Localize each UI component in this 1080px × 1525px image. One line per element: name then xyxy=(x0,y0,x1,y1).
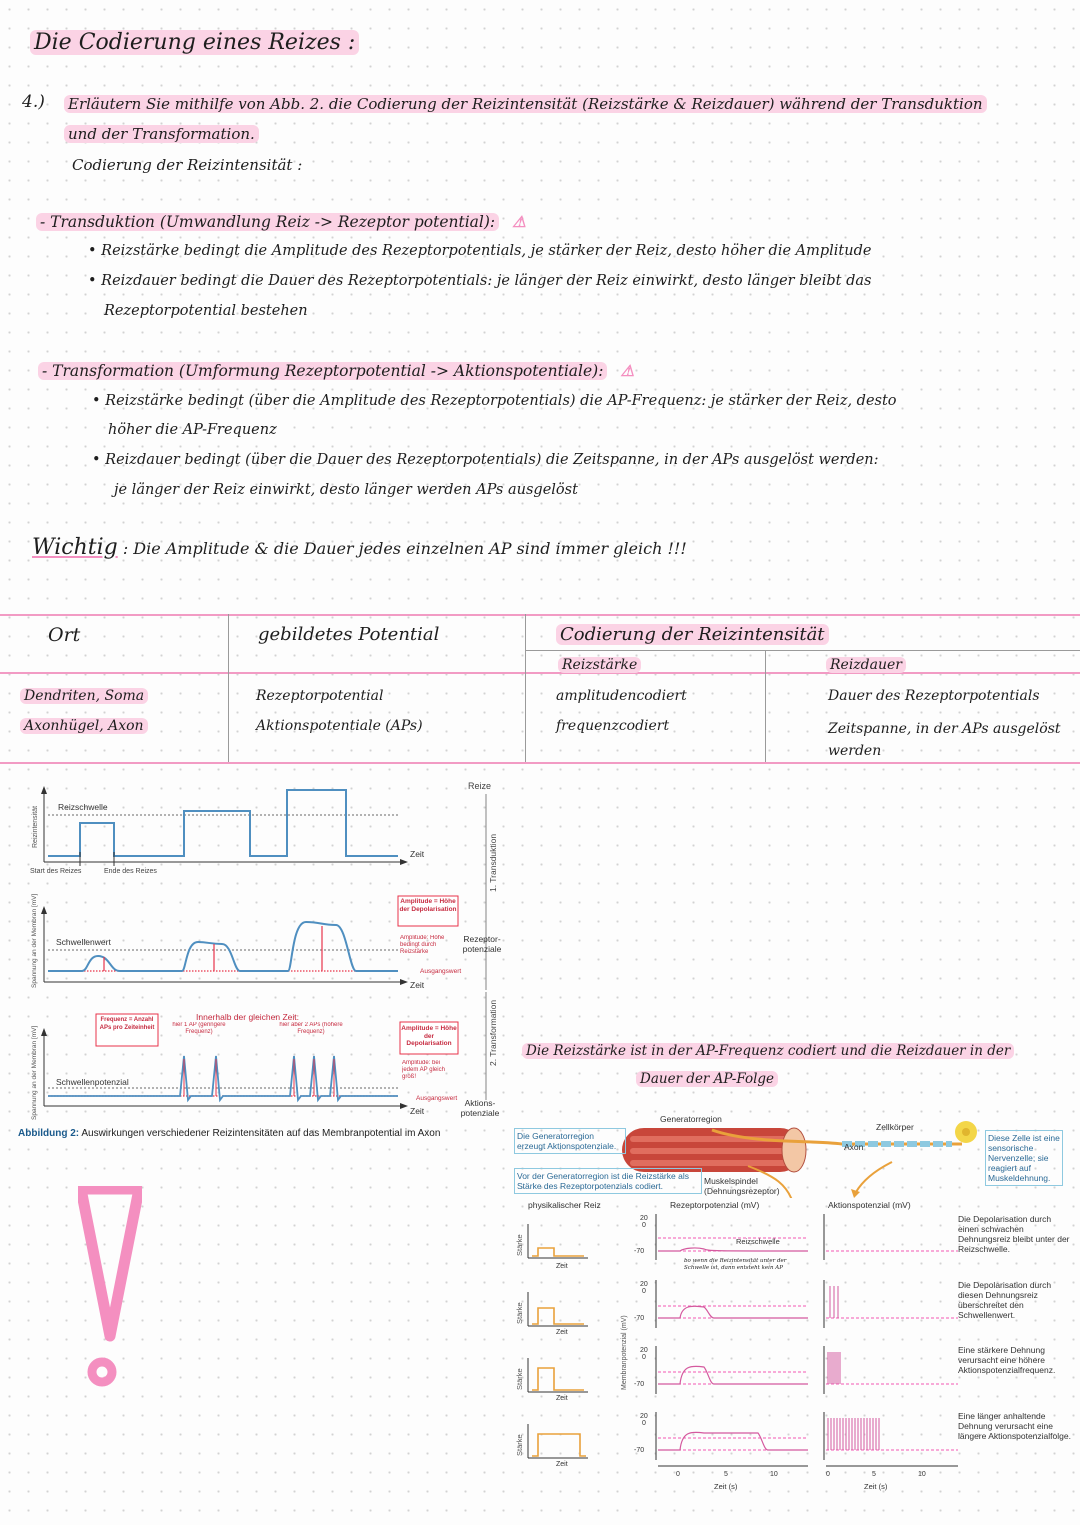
warning-icon: ⚠ xyxy=(620,361,635,380)
fig2-amplitude-text-1: Amplitude = Höhe der Depolarisation xyxy=(399,898,457,913)
fig3-ytick-0-3: 0 xyxy=(642,1354,646,1361)
question-number: 4.) xyxy=(22,92,45,112)
fig2-start-label: Start des Reizes xyxy=(30,868,82,875)
fig2-ausgangswert-2: Ausgangswert xyxy=(416,1095,458,1102)
table-cell-potential-2: Aktionspotentiale (APs) xyxy=(256,718,423,734)
fig3-xtick-5a: 5 xyxy=(724,1471,728,1478)
fig2-reize-label: Reize xyxy=(468,781,492,791)
fig3-note-2: Die Depolarisation durch diesen Dehnungsreiz überschreitet den Schwellenwert. xyxy=(958,1280,1052,1320)
fig3-ap-spikes-2 xyxy=(830,1286,838,1318)
fig3-vor-note: Vor der Generatorregion ist die Reizstärke als Stärke des Rezeptorpotenzials codiert. xyxy=(514,1168,702,1194)
fig2-y2a-label: Spannung an der Membran [mV] xyxy=(31,893,38,988)
important-label: Wichtig xyxy=(32,535,118,560)
fig2-transformation-label: 2. Transformation xyxy=(488,999,498,1066)
question-subheading: Codierung der Reizintensität : xyxy=(72,156,303,174)
fig3-col3-header: Aktionspotenzial (mV) xyxy=(828,1200,911,1210)
fig3-row-1 xyxy=(515,1214,958,1288)
fig3-muskelspindel-label: Muskelspindel (Dehnungsrezeptor) xyxy=(704,1176,780,1196)
fig3-zeit-2: Zeit xyxy=(556,1329,568,1336)
fig3-xtick-0a: 0 xyxy=(676,1471,680,1478)
fig2-amplitude-text-2: Amplitude = Höhe der Depolarisation xyxy=(401,1025,457,1047)
fig2-y1-label: Reizintensität xyxy=(32,805,39,848)
table-header-codierung: Codierung der Reizintensität xyxy=(556,624,829,645)
fig3-ytick-20-4: 20 xyxy=(640,1413,648,1420)
fig3-ytick-0-1: 0 xyxy=(642,1222,646,1229)
fig3-ytick-0-4: 0 xyxy=(642,1420,646,1427)
fig2-frequenz-text: Frequenz = Anzahl APs pro Zeiteinheit xyxy=(99,1017,155,1031)
transformation-bullet-2-cont: je länger der Reiz einwirkt, desto länger werden APs ausgelöst xyxy=(114,482,578,498)
table-cell-staerke-2: frequenzcodiert xyxy=(556,718,670,734)
figure-2 xyxy=(0,770,510,1150)
fig3-staerke-1: Stärke xyxy=(515,1234,524,1256)
transformation-bullet-1: • Reizstärke bedingt (über die Amplitude des Rezeptorpotentials) die AP-Frequenz: je stärker der Reiz, desto xyxy=(92,393,897,409)
table-cell-ort-1: Dendriten, Soma xyxy=(20,688,148,704)
fig3-axon-label: Axon xyxy=(844,1142,864,1152)
table-subheader-reizdauer: Reizdauer xyxy=(826,657,906,673)
fig3-col2-header: Rezeptorpotenzial (mV) xyxy=(670,1200,760,1210)
fig3-handnote: bo wenn die Reizintensität unter der Schwelle ist, dann entsteht kein AP xyxy=(684,1258,787,1271)
fig2-zeit-2: Zeit xyxy=(410,980,425,990)
fig2-schwellenwert-label: Schwellenwert xyxy=(56,937,111,947)
table-cell-potential-1: Rezeptorpotential xyxy=(256,688,384,704)
transduction-bullet-2-cont: Rezeptorpotential bestehen xyxy=(104,303,308,319)
fig2-y2b-label: Spannung an der Membran [mV] xyxy=(31,1025,38,1120)
fig2-zeit-3: Zeit xyxy=(410,1106,425,1116)
fig3-ytick-70-1: -70 xyxy=(634,1248,645,1255)
fig3-xtick-0b: 0 xyxy=(826,1471,830,1478)
fig3-gen-note: Die Generatorregion erzeugt Aktionspotenziale. xyxy=(514,1128,626,1154)
fig2-innerhalb-label: Innerhalb der gleichen Zeit: xyxy=(196,1012,300,1022)
table-cell-ort-2: Axonhügel, Axon xyxy=(20,718,148,734)
fig3-xlabel-a: Zeit (s) xyxy=(714,1482,738,1491)
fig3-row-4 xyxy=(515,1412,958,1468)
fig3-ap-spikes-3 xyxy=(828,1352,840,1384)
fig3-xtick-10b: 10 xyxy=(918,1471,926,1478)
fig3-zeit-1: Zeit xyxy=(556,1263,568,1270)
transformation-heading: - Transformation (Umformung Rezeptorpotential -> Aktionspotentiale): ⚠ xyxy=(38,361,634,380)
transduction-bullet-2: • Reizdauer bedingt die Dauer des Rezeptorpotentials: je länger der Reiz einwirkt, desto länger bleibt das xyxy=(88,273,872,289)
fig3-staerke-4: Stärke xyxy=(515,1434,524,1456)
important-note: Wichtig : Die Amplitude & die Dauer jedes einzelnen AP sind immer gleich !!! xyxy=(32,535,687,560)
fig2-ende-label: Ende des Reizes xyxy=(104,868,157,875)
fig3-xlabel-b: Zeit (s) xyxy=(864,1482,888,1491)
fig2-aktionspotenziale-label: Aktions- potenziale xyxy=(460,1098,500,1118)
fig3-ytick-20-3: 20 xyxy=(640,1347,648,1354)
fig2-hier1-label: hier 1 AP (geringere Frequenz) xyxy=(172,1022,226,1035)
fig2-rezeptorpotenziale-label: Rezeptor- potenziale xyxy=(462,934,502,954)
fig3-note-1: Die Depolarisation durch einen schwachen Dehnungsreiz bleibt unter der Reizschwelle. xyxy=(958,1214,1070,1254)
fig2-hier2-label: hier aber 2 APs (höhere Frequenz) xyxy=(279,1022,343,1035)
figure-2-caption: Abbildung 2: Auswirkungen verschiedener Reizintensitäten auf das Membranpotential im Axon xyxy=(18,1128,441,1139)
transformation-bullet-2: • Reizdauer bedingt (über die Dauer des Rezeptorpotentials) die Zeitspanne, in der APs ausgelöst werden: xyxy=(92,452,879,468)
fig2-amplitude-note-2: Amplitude: bei jedem AP gleich groß! xyxy=(402,1060,445,1080)
fig3-reizschwelle-label: Reizschwelle xyxy=(736,1237,780,1246)
fig3-staerke-2: Stärke xyxy=(515,1302,524,1324)
fig3-note-4: Eine länger anhaltende Dehnung verursacht eine längere Aktionspotenzialfolge. xyxy=(958,1411,1071,1441)
table-cell-dauer-1: Dauer des Rezeptorpotentials xyxy=(828,688,1040,704)
fig3-generatorregion-label: Generatorregion xyxy=(660,1114,722,1124)
table-subheader-reizstaerke: Reizstärke xyxy=(558,657,641,673)
right-note-line-1: Die Reizstärke ist in der AP-Frequenz codiert und die Reizdauer in der xyxy=(522,1043,1014,1059)
fig3-ap-spikes-4 xyxy=(828,1418,879,1450)
question-line-2: und der Transformation. xyxy=(64,125,259,143)
right-note-line-2: Dauer der AP-Folge xyxy=(636,1071,778,1087)
fig3-zeit-4: Zeit xyxy=(556,1461,568,1468)
fig3-ytick-0-2: 0 xyxy=(642,1288,646,1295)
fig2-ausgangswert-1: Ausgangswert xyxy=(420,968,462,975)
fig2-schwellenpotenzial-label: Schwellenpotenzial xyxy=(56,1077,129,1087)
fig2-amplitude-note-1: Amplitude: Höhe bedingt durch Reizstärke xyxy=(400,935,445,955)
fig3-zellkoerper-label: Zellkörper xyxy=(876,1122,914,1132)
fig3-row-2 xyxy=(515,1280,958,1336)
exclamation-icon xyxy=(78,1186,142,1396)
fig3-xtick-10a: 10 xyxy=(770,1471,778,1478)
transduction-heading: - Transduktion (Umwandlung Reiz -> Rezeptor potential): ⚠ xyxy=(36,212,526,231)
fig3-cell-note: Diese Zelle ist eine sensorische Nervenzelle; sie reagiert auf Muskeldehnung. xyxy=(985,1130,1063,1186)
fig3-zeit-3: Zeit xyxy=(556,1395,568,1402)
page-title: Die Codierung eines Reizes : xyxy=(30,30,359,55)
fig3-col1-header: physikalischer Reiz xyxy=(528,1200,601,1210)
table-cell-staerke-1: amplitudencodiert xyxy=(556,688,687,704)
fig2-stimulus-trace xyxy=(48,790,398,856)
fig3-xtick-5b: 5 xyxy=(872,1471,876,1478)
fig3-note-3: Eine stärkere Dehnung verursacht eine höhere Aktionspotenzialfrequenz. xyxy=(958,1345,1056,1375)
table-header-ort: Ort xyxy=(48,624,81,646)
table-header-potential: gebildetes Potential xyxy=(258,624,440,645)
transformation-bullet-1-cont: höher die AP-Frequenz xyxy=(108,422,277,438)
table-cell-dauer-2: Zeitspanne, in der APs ausgelöst werden xyxy=(828,721,1061,759)
fig3-ytick-70-4: -70 xyxy=(634,1447,645,1454)
fig2-transduktion-label: 1. Transduktion xyxy=(488,833,498,892)
fig3-membranpotenzial-label: Membranpotenzial (mV) xyxy=(621,1315,628,1390)
transduction-bullet-1: • Reizstärke bedingt die Amplitude des Rezeptorpotentials, je stärker der Reiz, desto höher die Amplitude xyxy=(88,243,872,259)
fig3-ytick-70-2: -70 xyxy=(634,1315,645,1322)
fig3-row-3 xyxy=(515,1346,958,1402)
fig2-reizschwelle-label: Reizschwelle xyxy=(58,802,108,812)
fig3-ytick-70-3: -70 xyxy=(634,1381,645,1388)
question-line-1: Erläutern Sie mithilfe von Abb. 2. die Codierung der Reizintensität (Reizstärke & Reizdauer) während der Transduktion xyxy=(64,95,987,113)
fig2-zeit-1: Zeit xyxy=(410,849,425,859)
fig3-ytick-20-2: 20 xyxy=(640,1281,648,1288)
fig3-staerke-3: Stärke xyxy=(515,1368,524,1390)
fig3-ytick-20-1: 20 xyxy=(640,1215,648,1222)
warning-icon: ⚠ xyxy=(512,212,526,231)
